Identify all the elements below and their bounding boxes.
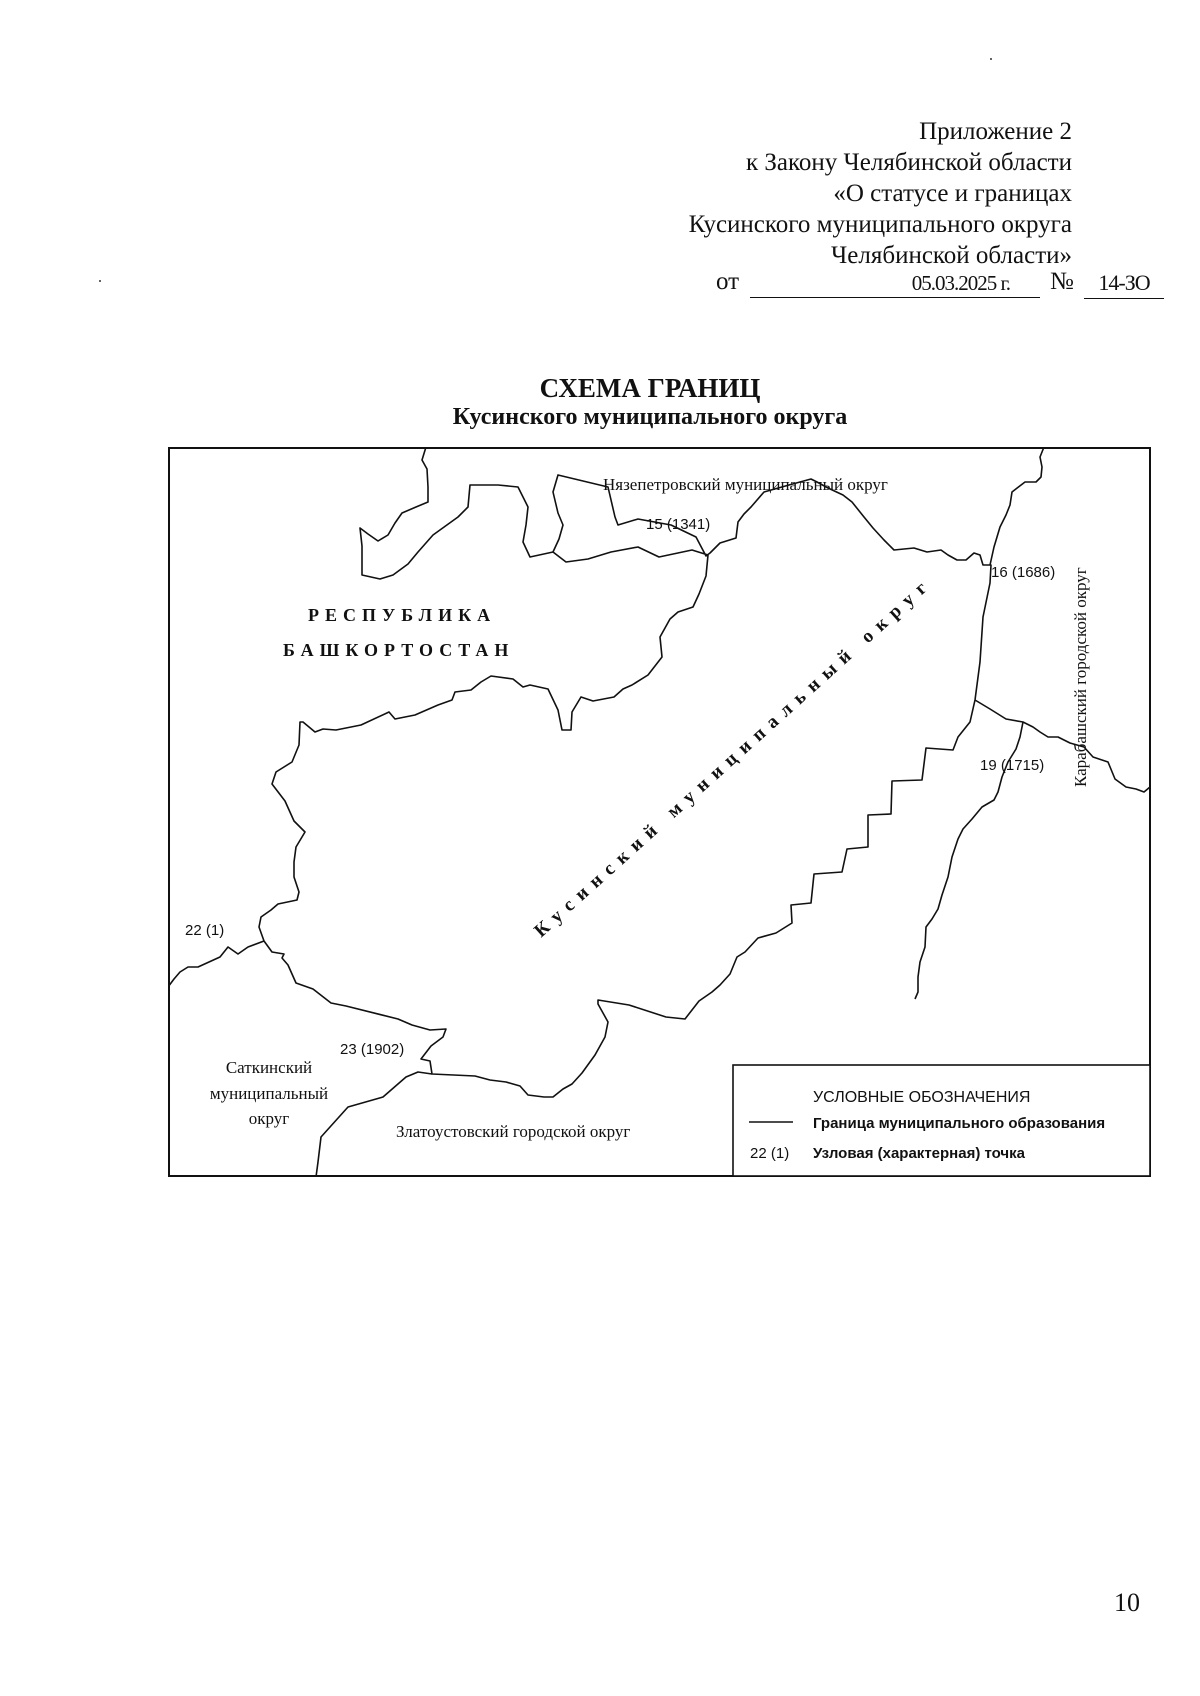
scan-speck [990,58,992,60]
page-subtitle: Кусинского муниципального округа [452,404,848,430]
legend-point-symbol: 22 (1) [750,1145,790,1162]
region-label-kusinsky: Кусинский муниципальный округ [530,572,938,942]
page-number: 10 [1114,1588,1140,1617]
number-sign: № [1050,268,1074,295]
appendix-header [689,116,1072,271]
region-label-bashkortostan-1: РЕСПУБЛИКА [308,605,497,625]
node-point-22: 22 (1) [185,922,225,939]
legend-boundary-label: Граница муниципального образования [813,1115,1106,1132]
node-point-15: 15 (1341) [646,516,711,533]
law-date: 05.03.2025 г. [750,268,1040,298]
region-label-bashkortostan-2: БАШКОРТОСТАН [283,640,515,660]
western-boundary [168,941,264,987]
karabash-boundary [990,447,1044,565]
region-label-karabashsky: Карабашский городской округ [1071,567,1090,787]
node-point-16: 16 (1686) [991,564,1056,581]
appendix-line: «О статусе и границах [833,180,1072,207]
from-label: от [716,268,740,295]
map-legend [733,1065,1150,1176]
kusinsky-boundary [259,475,991,1097]
appendix-line: Челябинской области» [831,242,1072,269]
node-point-19: 19 (1715) [980,757,1045,774]
boundary-map [168,447,1151,1177]
scan-speck [99,280,101,282]
legend-title: УСЛОВНЫЕ ОБОЗНАЧЕНИЯ [813,1089,1031,1106]
region-label-satkinsky-2: муниципальный [209,1084,329,1103]
appendix-line: Кусинского муниципального округа [688,211,1072,238]
law-number: 14-ЗО [1084,268,1164,299]
appendix-line: к Закону Челябинской области [746,149,1072,176]
bashkortostan-nyazepetrovsky-boundary [360,447,553,579]
region-label-satkinsky-1: Саткинский [225,1058,313,1077]
page-title: СХЕМА ГРАНИЦ [539,373,761,403]
law-date-line [716,268,1150,300]
region-label-satkinsky-3: округ [248,1109,290,1128]
appendix-line: Приложение 2 [919,118,1072,145]
region-label-zlatoustovsky: Златоустовский городской округ [396,1122,631,1141]
node-point-23: 23 (1902) [340,1041,405,1058]
region-label-nyazepetrovsky: Нязепетровский муниципальный округ [603,475,888,494]
legend-point-label: Узловая (характерная) точка [813,1145,1025,1162]
